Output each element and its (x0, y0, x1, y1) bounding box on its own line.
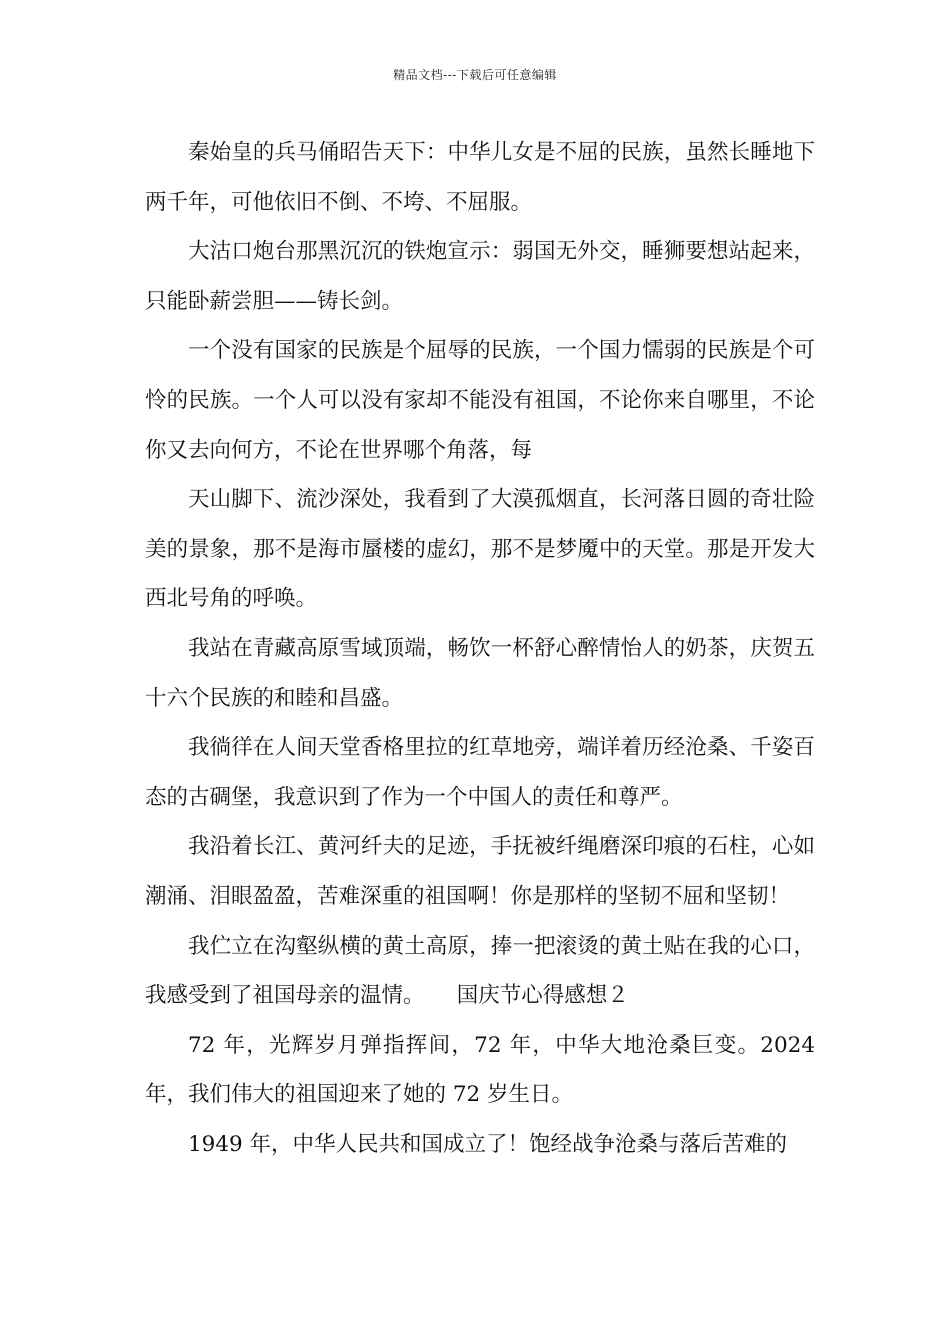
document-body (145, 128, 822, 1169)
paragraph-3: 一个没有国家的民族是个屈辱的民族，一个国力懦弱的民族是个可怜的民族。一个人可以没有家却不能没有祖国，不论你来自哪里，不论你又去向何方，不论在世界哪个角落，每 (145, 338, 815, 463)
paragraph-2: 大沽口炮台那黑沉沉的铁炮宣示：弱国无外交，睡狮要想站起来，只能卧薪尝胆——铸长剑。 (145, 239, 815, 314)
paragraph-5: 我站在青藏高原雪域顶端，畅饮一杯舒心醉情怡人的奶茶，庆贺五十六个民族的和睦和昌盛。 (145, 635, 815, 711)
paragraph-9: 72 年，光辉岁月弹指挥间，72 年，中华大地沧桑巨变。2024 年，我们伟大的祖国迎来了她的 72 岁生日。 (145, 1032, 822, 1108)
paragraph-1: 秦始皇的兵马俑昭告天下：中华儿女是不屈的民族，虽然长睡地下两千年，可他依旧不倒、不垮、不屈服。 (145, 140, 815, 215)
paragraph-8: 我伫立在沟壑纵横的黄土高原，捧一把滚烫的黄土贴在我的心口，我感受到了祖国母亲的温情。 国庆节心得感想２ (145, 933, 815, 1009)
paragraph-10: 1949 年，中华人民共和国成立了！饱经战争沧桑与落后苦难的 (188, 1131, 788, 1157)
paragraph-6: 我徜徉在人间天堂香格里拉的红草地旁，端详着历经沧桑、千姿百态的古碉堡，我意识到了作为一个中国人的责任和尊严。 (145, 735, 815, 810)
paragraph-7: 我沿着长江、黄河纤夫的足迹，手抚被纤绳磨深印痕的石柱，心如潮涌、泪眼盈盈，苦难深重的祖国啊！你是那样的坚韧不屈和坚韧！ (145, 834, 815, 909)
paragraph-4: 天山脚下、流沙深处，我看到了大漠孤烟直，长河落日圆的奇壮险美的景象，那不是海市蜃楼的虚幻，那不是梦魇中的天堂。那是开发大西北号角的呼唤。 (145, 487, 815, 612)
page-header: 精品文档---下载后可任意编辑 (393, 68, 557, 82)
